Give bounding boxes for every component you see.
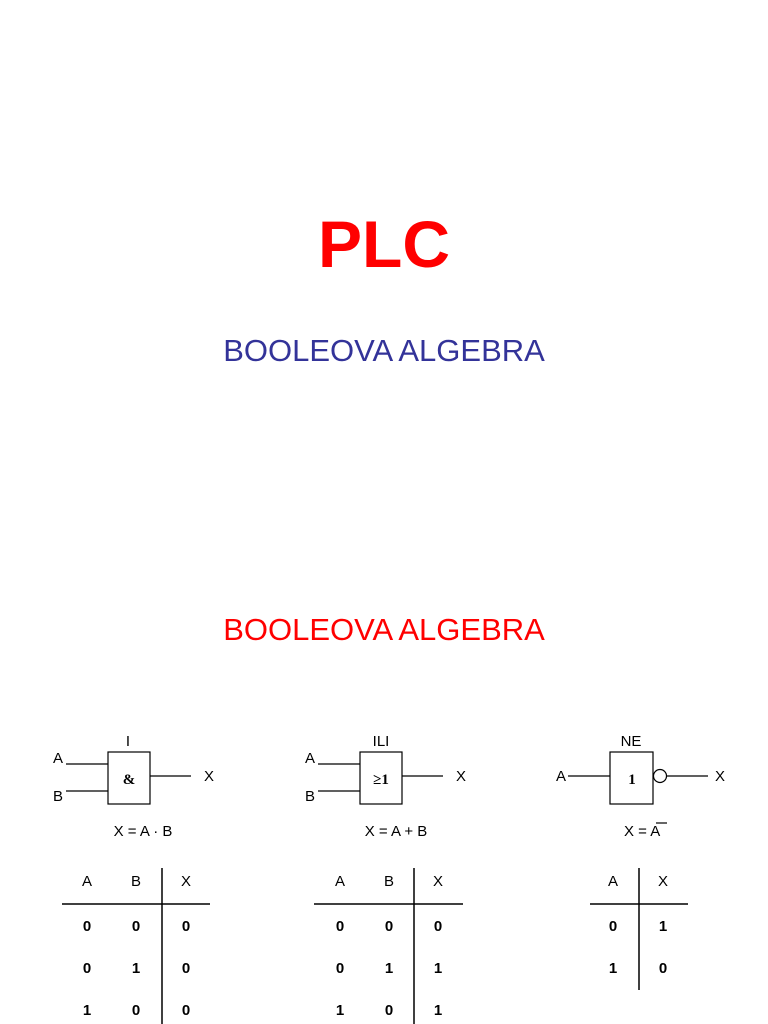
section-heading: BOOLEOVA ALGEBRA xyxy=(223,612,545,647)
not-gate-symbol: 1 xyxy=(628,772,636,788)
or-table-cell: 0 xyxy=(384,918,394,935)
and-input-a-label: A xyxy=(52,750,64,767)
not-output-label: X xyxy=(714,768,726,785)
or-gate-group xyxy=(305,733,466,1024)
or-input-a-label: A xyxy=(304,750,316,767)
or-gate-symbol: ≥1 xyxy=(373,772,389,788)
or-output-label: X xyxy=(455,768,467,785)
or-table-header-x: X xyxy=(432,873,444,890)
and-gate-group xyxy=(53,733,214,1024)
and-table-cell: 0 xyxy=(82,918,92,935)
or-table-cell: 0 xyxy=(384,1002,394,1019)
not-gate-group xyxy=(556,733,725,990)
or-table-header-a: A xyxy=(334,873,346,890)
or-table-cell: 1 xyxy=(433,1002,443,1019)
or-table-cell: 0 xyxy=(335,918,345,935)
not-table-cell: 0 xyxy=(658,960,668,977)
and-table-cell: 1 xyxy=(82,1002,92,1019)
and-expression: X = A · B xyxy=(113,823,173,840)
slide-title: PLC xyxy=(318,207,450,281)
not-expression-lhs: X = xyxy=(624,823,651,840)
or-table-cell: 1 xyxy=(433,960,443,977)
or-table-cell: 0 xyxy=(335,960,345,977)
or-table-header-b: B xyxy=(383,873,395,890)
and-table-cell: 0 xyxy=(181,918,191,935)
and-table-cell: 0 xyxy=(131,1002,141,1019)
and-gate-symbol: & xyxy=(122,772,136,788)
and-gate-name: I xyxy=(125,733,131,750)
not-table-cell: 0 xyxy=(608,918,618,935)
not-table-cell: 1 xyxy=(658,918,668,935)
and-table-cell: 0 xyxy=(181,1002,191,1019)
not-table-cell: 1 xyxy=(608,960,618,977)
not-table-header-a: A xyxy=(607,873,619,890)
and-table-header-b: B xyxy=(130,873,142,890)
and-table-cell: 0 xyxy=(181,960,191,977)
or-input-b-label: B xyxy=(304,788,316,805)
not-expression-operand: A xyxy=(650,823,661,840)
or-table-cell: 1 xyxy=(335,1002,345,1019)
slide-subtitle: BOOLEOVA ALGEBRA xyxy=(223,333,545,368)
and-output-label: X xyxy=(203,768,215,785)
and-table-header-x: X xyxy=(180,873,192,890)
not-input-a-label: A xyxy=(555,768,567,785)
or-gate-name: ILI xyxy=(372,733,390,750)
or-table-cell: 0 xyxy=(433,918,443,935)
and-table-cell: 0 xyxy=(82,960,92,977)
and-input-b-label: B xyxy=(52,788,64,805)
not-inversion-bubble xyxy=(654,770,667,783)
not-table-header-x: X xyxy=(657,873,669,890)
not-gate-name: NE xyxy=(620,733,642,750)
or-expression: X = A + B xyxy=(364,823,428,840)
and-table-cell: 0 xyxy=(131,918,141,935)
or-table-cell: 1 xyxy=(384,960,394,977)
and-table-cell: 1 xyxy=(131,960,141,977)
and-table-header-a: A xyxy=(81,873,93,890)
not-expression xyxy=(624,823,660,840)
